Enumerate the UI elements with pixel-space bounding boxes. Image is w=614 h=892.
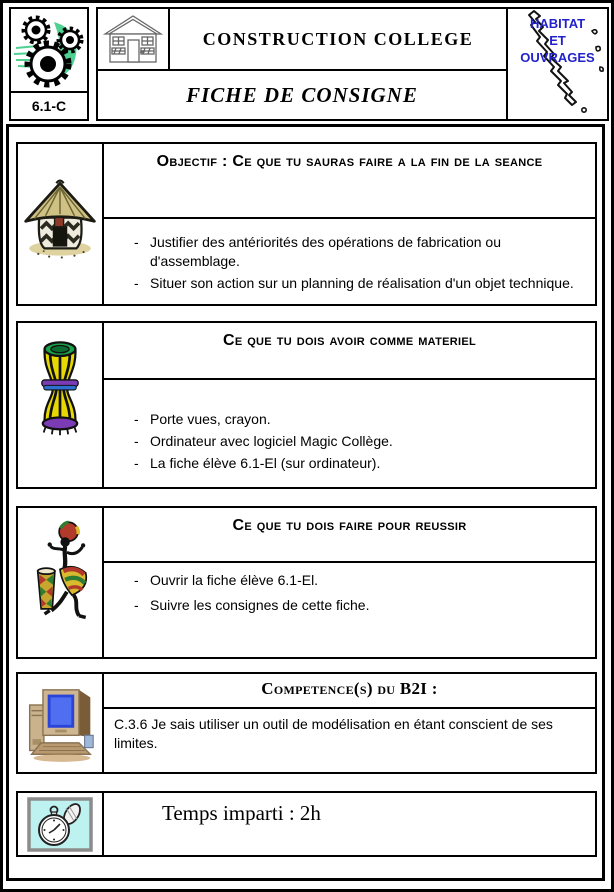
house-icon: [102, 12, 164, 66]
org-title-box: [168, 7, 508, 71]
doc-title-box: [96, 69, 508, 121]
section-title: Ce que tu dois faire pour reussir: [104, 508, 595, 563]
section-objectif: [16, 142, 597, 306]
doc-title: FICHE DE CONSIGNE: [186, 82, 418, 107]
section-materiel: [16, 321, 597, 489]
document-code: 6.1-C: [31, 98, 67, 114]
stopwatch-icon: [18, 793, 104, 855]
hut-icon: [18, 144, 104, 304]
bullet-list: [104, 233, 595, 296]
bullet-item: - Porte vues, crayon.: [104, 410, 595, 429]
badge-line: HABITAT: [529, 16, 586, 31]
bullet-item: - Suivre les consignes de cette fiche.: [104, 596, 595, 615]
gears-logo-box: [9, 7, 89, 93]
section-title: Objectif : Ce que tu sauras faire a la fin de la seance: [104, 144, 595, 219]
computer-icon: [18, 674, 104, 772]
dancer-icon: [18, 508, 104, 657]
bullet-item: - Justifier des antériorités des opérations de fabrication ou d'assemblage.: [104, 233, 595, 271]
section-title: Competence(s) du B2I :: [104, 674, 595, 709]
gears-icon: [12, 10, 86, 90]
section-competence: [16, 672, 597, 774]
bullet-item: - La fiche élève 6.1-El (sur ordinateur).: [104, 454, 595, 473]
bullet-item: - Situer son action sur un planning de réalisation d'un objet technique.: [104, 274, 595, 293]
drum-icon: [18, 323, 104, 487]
badge-line: ET: [549, 33, 566, 48]
time-allotted: Temps imparti : 2h: [162, 801, 321, 825]
section-title: Ce que tu dois avoir comme materiel: [104, 323, 595, 380]
bullet-list: [104, 410, 595, 476]
document-code-box: [9, 91, 89, 121]
bullet-list: [104, 571, 595, 618]
org-title: CONSTRUCTION COLLEGE: [202, 28, 474, 49]
badge-line: OUVRAGES: [520, 50, 595, 65]
house-box: [96, 7, 170, 71]
competence-text: C.3.6 Je sais utiliser un outil de modélisation en étant conscient de ses limites.: [114, 716, 553, 751]
section-temps: [16, 791, 597, 857]
badge-text: [508, 15, 607, 66]
bullet-item: - Ordinateur avec logiciel Magic Collège.: [104, 432, 595, 451]
section-reussir: [16, 506, 597, 659]
habitat-ouvrages-badge: [506, 7, 609, 121]
bullet-item: - Ouvrir la fiche élève 6.1-El.: [104, 571, 595, 590]
